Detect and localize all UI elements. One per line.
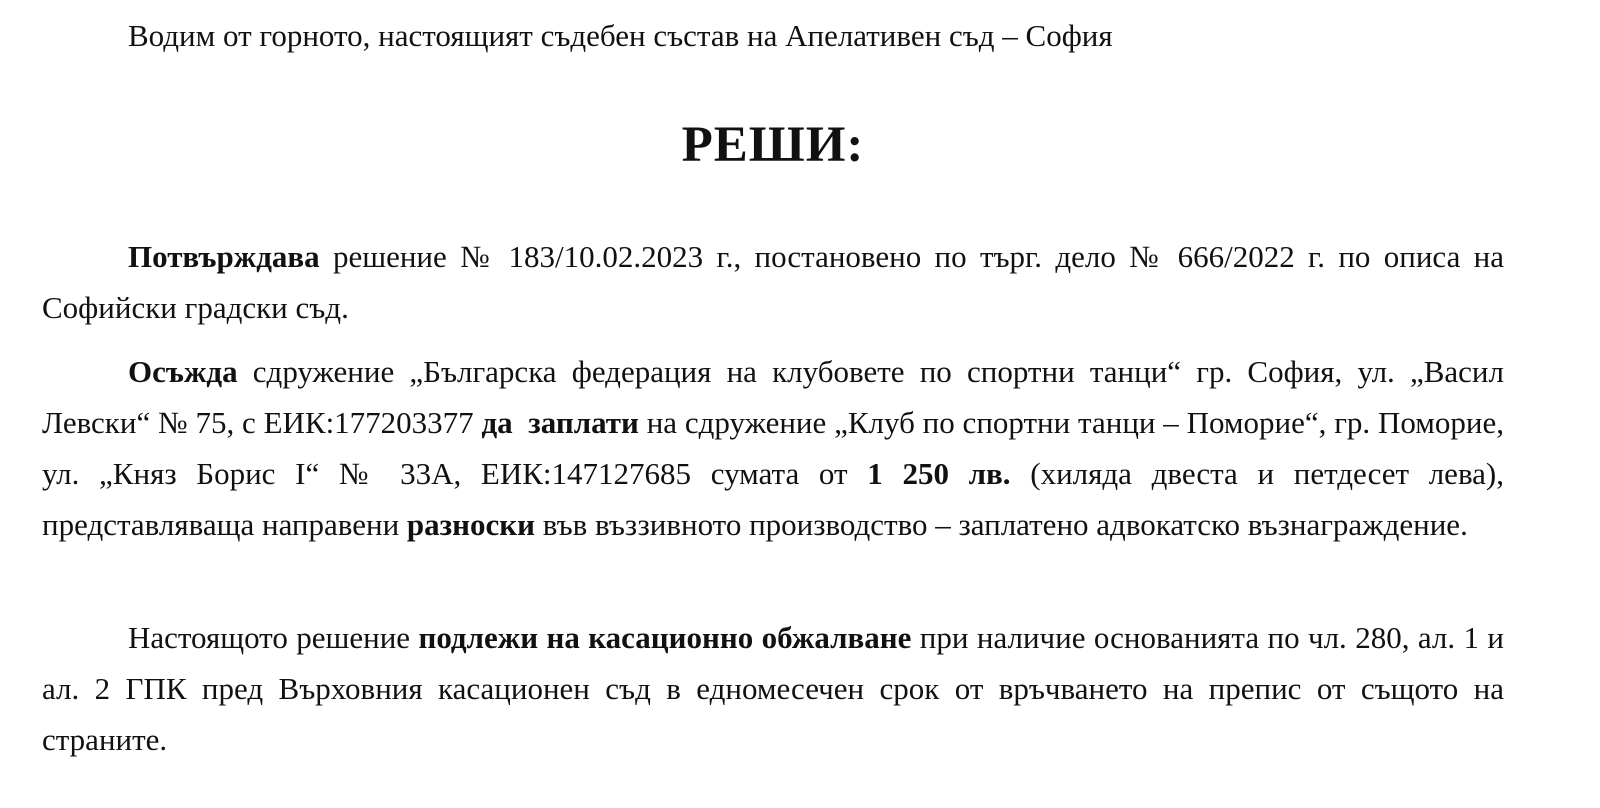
orders-text-2: на сдружение „Клуб по спортни танци – Поморие“, гр. Поморие, ул. „Княз Борис І“ № 33А, ЕИК:147127685 сумата от <box>42 405 1504 491</box>
paragraph-confirms <box>42 231 1504 333</box>
paragraph-appeal <box>42 612 1504 765</box>
decision-heading: РЕШИ: <box>681 117 865 173</box>
paragraph-orders <box>42 346 1504 550</box>
intro-line: Водим от горното, настоящият съдебен състав на Апелативен съд – София <box>128 18 1113 53</box>
orders-keyword: Осъжда <box>128 354 238 389</box>
orders-amount: 1 250 лв. <box>867 456 1011 491</box>
orders-text-1: сдружение „Българска федерация на клубовете по спортни танци“ гр. София, ул. „Васил Левски“ № 75, с ЕИК:177203377 <box>42 354 1504 440</box>
confirms-text: решение № 183/10.02.2023 г., постановено по търг. дело № 666/2022 г. по описа на Софийски градски съд. <box>42 239 1504 325</box>
orders-costs-keyword: разноски <box>406 507 535 542</box>
appeal-keyword: подлежи на касационно обжалване <box>418 620 912 655</box>
appeal-text-1: Настоящото решение <box>128 620 419 655</box>
confirms-keyword: Потвърждава <box>128 239 320 274</box>
appeal-text-2: при наличие основанията по чл. 280, ал. 1 и ал. 2 ГПК пред Върховния касационен съд в едномесечен срок от връчването на препис от същото на страните. <box>42 620 1504 757</box>
orders-text-4: във въззивното производство – заплатено адвокатско възнаграждение. <box>534 507 1468 542</box>
orders-pay-keyword: да заплати <box>481 405 639 440</box>
orders-text-3: (хиляда двеста и петдесет лева), представляваща направени <box>42 456 1505 542</box>
